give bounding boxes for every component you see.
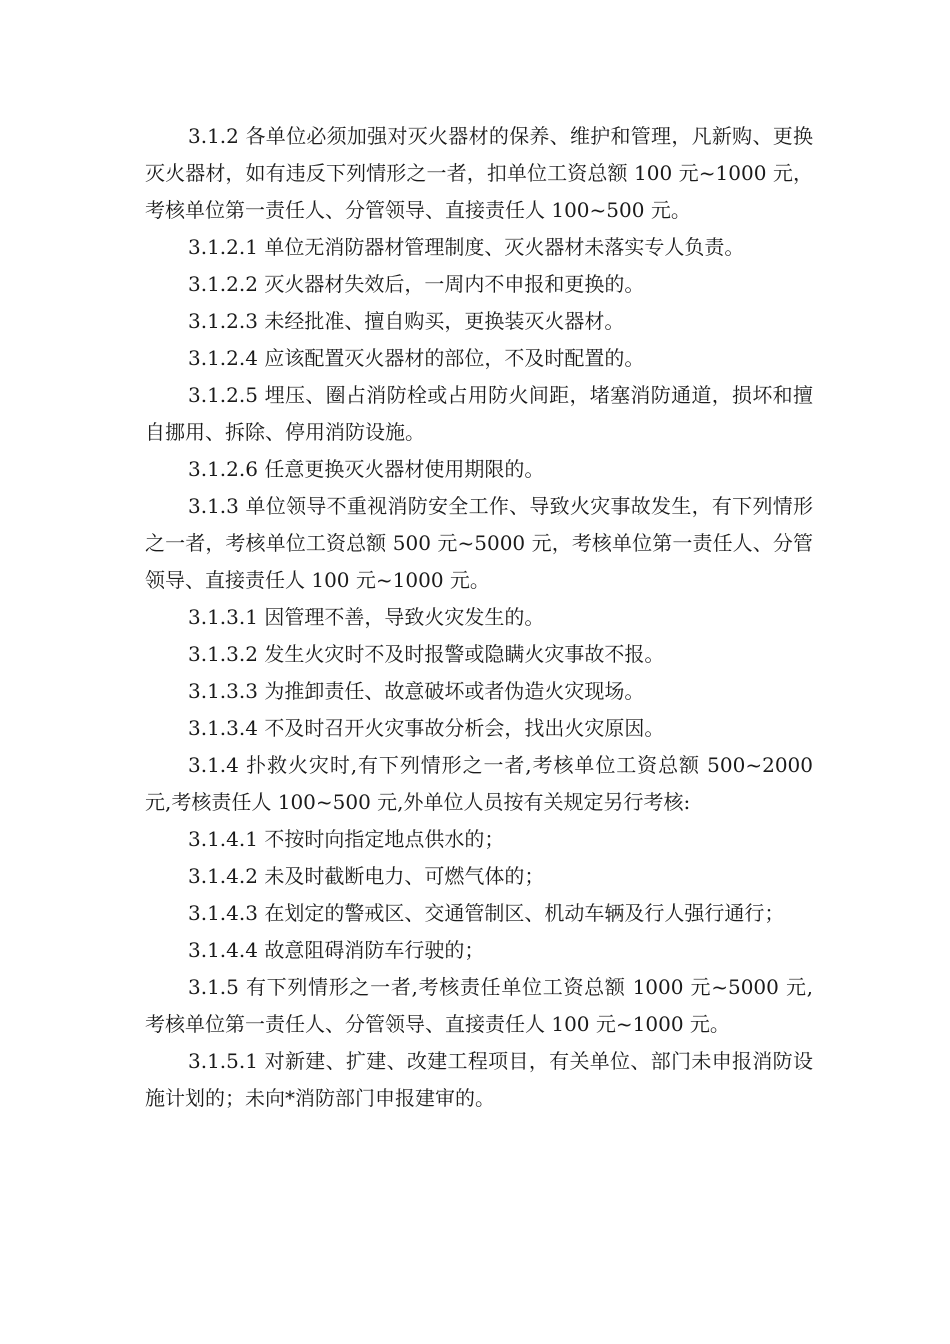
paragraph-3-1-4-3: 3.1.4.3 在划定的警戒区、交通管制区、机动车辆及行人强行通行； bbox=[188, 901, 785, 925]
paragraph-3-1-2-6: 3.1.2.6 任意更换灭火器材使用期限的。 bbox=[188, 457, 545, 481]
paragraph-3-1-2-2: 3.1.2.2 灭火器材失效后，一周内不申报和更换的。 bbox=[188, 272, 645, 296]
paragraph-3-1-4: 3.1.4 扑救火灾时,有下列情形之一者,考核单位工资总额 500~2000 元,考核责任人 100~500 元,外单位人员按有关规定另行考核: bbox=[145, 753, 813, 814]
paragraph-3-1-3-4: 3.1.3.4 不及时召开火灾事故分析会，找出火灾原因。 bbox=[188, 716, 665, 740]
paragraph-3-1-4-2: 3.1.4.2 未及时截断电力、可燃气体的； bbox=[188, 864, 545, 888]
paragraph-3-1-2-1: 3.1.2.1 单位无消防器材管理制度、灭火器材未落实专人负责。 bbox=[188, 235, 745, 259]
paragraph-3-1-2-4: 3.1.2.4 应该配置灭火器材的部位，不及时配置的。 bbox=[188, 346, 645, 370]
paragraph-3-1-3: 3.1.3 单位领导不重视消防安全工作、导致火灾事故发生，有下列情形之一者，考核单位工资总额 500 元~5000 元，考核单位第一责任人、分管领导、直接责任人 100 元~1000 元。 bbox=[145, 494, 813, 592]
paragraph-3-1-3-1: 3.1.3.1 因管理不善，导致火灾发生的。 bbox=[188, 605, 545, 629]
paragraph-3-1-4-4: 3.1.4.4 故意阻碍消防车行驶的； bbox=[188, 938, 485, 962]
paragraph-3-1-2: 3.1.2 各单位必须加强对灭火器材的保养、维护和管理，凡新购、更换灭火器材，如有违反下列情形之一者，扣单位工资总额 100 元~1000 元，考核单位第一责任人、分管领导、直接责任人 100~500 元。 bbox=[145, 124, 813, 222]
paragraph-3-1-3-2: 3.1.3.2 发生火灾时不及时报警或隐瞒火灾事故不报。 bbox=[188, 642, 665, 666]
paragraph-3-1-2-5: 3.1.2.5 埋压、圈占消防栓或占用防火间距，堵塞消防通道，损坏和擅自挪用、拆除、停用消防设施。 bbox=[145, 383, 813, 444]
paragraph-3-1-4-1: 3.1.4.1 不按时向指定地点供水的； bbox=[188, 827, 505, 851]
paragraph-3-1-3-3: 3.1.3.3 为推卸责任、故意破坏或者伪造火灾现场。 bbox=[188, 679, 645, 703]
paragraph-3-1-5: 3.1.5 有下列情形之一者,考核责任单位工资总额 1000 元~5000 元,考核单位第一责任人、分管领导、直接责任人 100 元~1000 元。 bbox=[145, 975, 813, 1036]
paragraph-3-1-2-3: 3.1.2.3 未经批准、擅自购买，更换装灭火器材。 bbox=[188, 309, 625, 333]
paragraph-3-1-5-1: 3.1.5.1 对新建、扩建、改建工程项目，有关单位、部门未申报消防设施计划的；未向*消防部门申报建审的。 bbox=[145, 1049, 813, 1110]
document-page bbox=[145, 118, 813, 1117]
